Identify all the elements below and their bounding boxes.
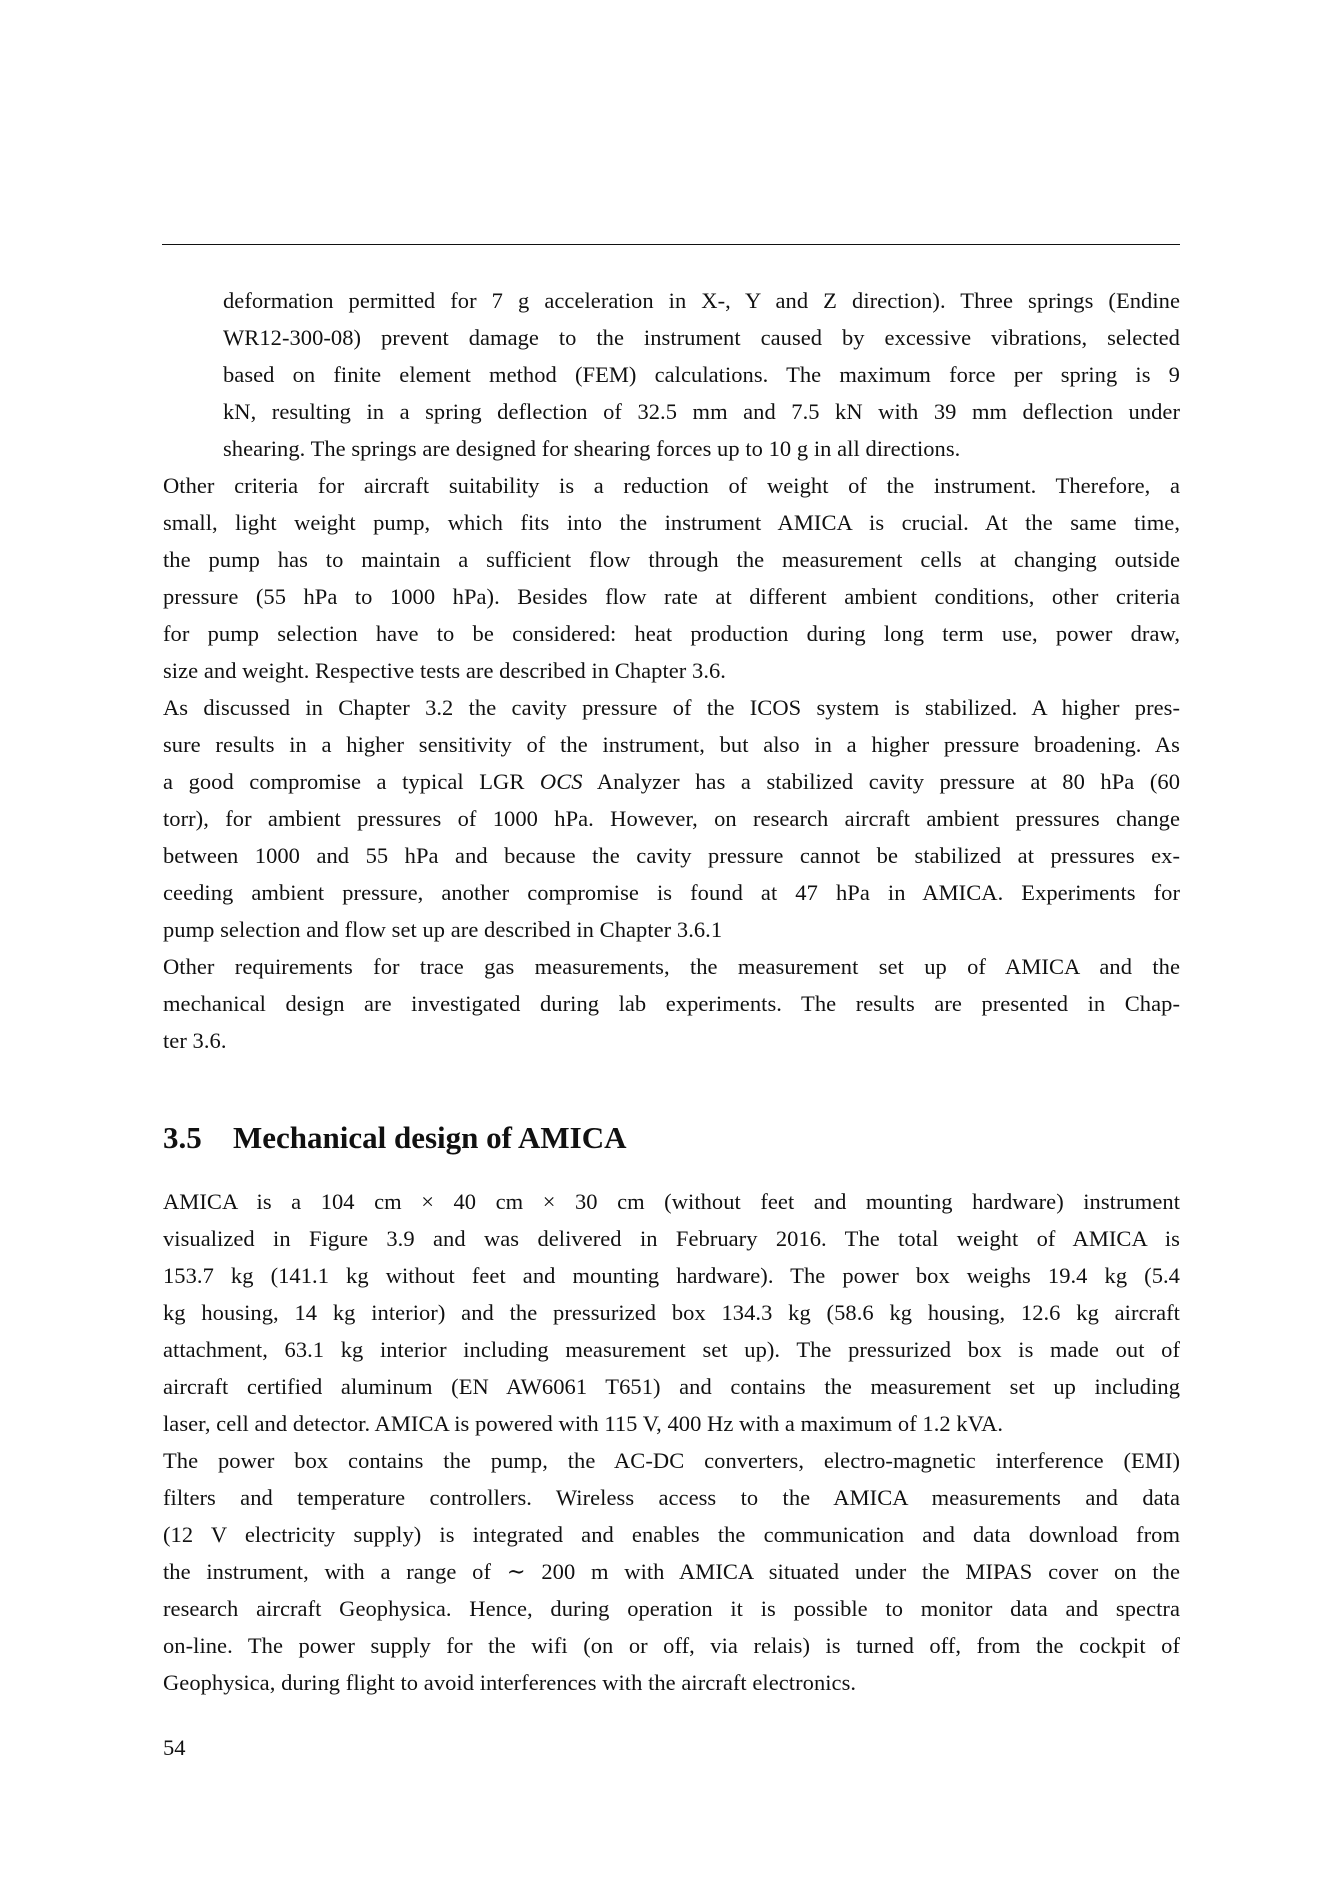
text-line: laser, cell and detector. AMICA is powered with 115 V, 400 Hz with a maximum of 1.2 kVA. — [163, 1411, 1004, 1436]
text-line: small, light weight pump, which fits into the instrument AMICA is crucial. At the same time, — [163, 510, 1180, 535]
text-line: (12 V electricity supply) is integrated and enables the communication and data download from — [163, 1522, 1180, 1547]
text-run: a good compromise a typical LGR — [163, 769, 540, 794]
text-line: the pump has to maintain a sufficient flow through the measurement cells at changing outside — [163, 547, 1180, 572]
text-line: kg housing, 14 kg interior) and the pressurized box 134.3 kg (58.6 kg housing, 12.6 kg aircraft — [163, 1300, 1180, 1325]
text-line: Geophysica, during flight to avoid interferences with the aircraft electronics. — [163, 1670, 857, 1695]
text-line-with-italic — [163, 763, 1180, 801]
text-line: pump selection and flow set up are described in Chapter 3.6.1 — [163, 917, 723, 942]
text-line: 153.7 kg (141.1 kg without feet and mounting hardware). The power box weighs 19.4 kg (5.4 — [163, 1263, 1180, 1288]
text-line: size and weight. Respective tests are described in Chapter 3.6. — [163, 658, 726, 683]
page-number: 54 — [163, 1735, 186, 1760]
text-line: visualized in Figure 3.9 and was delivered in February 2016. The total weight of AMICA is — [163, 1226, 1180, 1251]
text-line: between 1000 and 55 hPa and because the cavity pressure cannot be stabilized at pressures ex- — [163, 843, 1180, 868]
text-line: ceeding ambient pressure, another compromise is found at 47 hPa in AMICA. Experiments for — [163, 880, 1180, 905]
text-line: Other requirements for trace gas measurements, the measurement set up of AMICA and the — [163, 954, 1180, 979]
text-line: on-line. The power supply for the wifi (on or off, via relais) is turned off, from the cockpit of — [163, 1633, 1180, 1658]
section-number: 3.5 — [163, 1120, 202, 1155]
text-line: kN, resulting in a spring deflection of 32.5 mm and 7.5 kN with 39 mm deflection under — [223, 399, 1180, 424]
text-line: sure results in a higher sensitivity of the instrument, but also in a higher pressure broadening. As — [163, 732, 1180, 757]
text-line: ter 3.6. — [163, 1028, 227, 1053]
text-line: AMICA is a 104 cm × 40 cm × 30 cm (without feet and mounting hardware) instrument — [163, 1189, 1180, 1214]
text-line: deformation permitted for 7 g acceleration in X-, Y and Z direction). Three springs (Endine — [223, 288, 1180, 313]
text-line: Other criteria for aircraft suitability is a reduction of weight of the instrument. Therefore, a — [163, 473, 1180, 498]
header-rule — [162, 244, 1180, 245]
text-line: filters and temperature controllers. Wireless access to the AMICA measurements and data — [163, 1485, 1180, 1510]
section-heading — [163, 1118, 627, 1158]
text-line: for pump selection have to be considered: heat production during long term use, power draw, — [163, 621, 1180, 646]
section-title: Mechanical design of AMICA — [233, 1120, 627, 1155]
text-line: based on finite element method (FEM) calculations. The maximum force per spring is 9 — [223, 362, 1180, 387]
text-line: As discussed in Chapter 3.2 the cavity pressure of the ICOS system is stabilized. A higher pres- — [163, 695, 1180, 720]
text-line: mechanical design are investigated during lab experiments. The results are presented in Chap- — [163, 991, 1180, 1016]
text-line: the instrument, with a range of ∼ 200 m with AMICA situated under the MIPAS cover on the — [163, 1559, 1180, 1584]
text-line: The power box contains the pump, the AC-DC converters, electro-magnetic interference (EMI) — [163, 1448, 1180, 1473]
text-line: research aircraft Geophysica. Hence, during operation it is possible to monitor data and spectra — [163, 1596, 1180, 1621]
text-line: torr), for ambient pressures of 1000 hPa. However, on research aircraft ambient pressures change — [163, 806, 1180, 831]
text-line: shearing. The springs are designed for shearing forces up to 10 g in all directions. — [223, 436, 961, 461]
italic-term-ocs: OCS — [539, 769, 583, 794]
text-run: Analyzer has a stabilized cavity pressure at 80 hPa (60 — [582, 769, 1180, 794]
text-line: attachment, 63.1 kg interior including measurement set up). The pressurized box is made out of — [163, 1337, 1180, 1362]
text-line: pressure (55 hPa to 1000 hPa). Besides flow rate at different ambient conditions, other criteria — [163, 584, 1180, 609]
text-line: WR12-300-08) prevent damage to the instrument caused by excessive vibrations, selected — [223, 325, 1180, 350]
text-line: aircraft certified aluminum (EN AW6061 T651) and contains the measurement set up including — [163, 1374, 1180, 1399]
